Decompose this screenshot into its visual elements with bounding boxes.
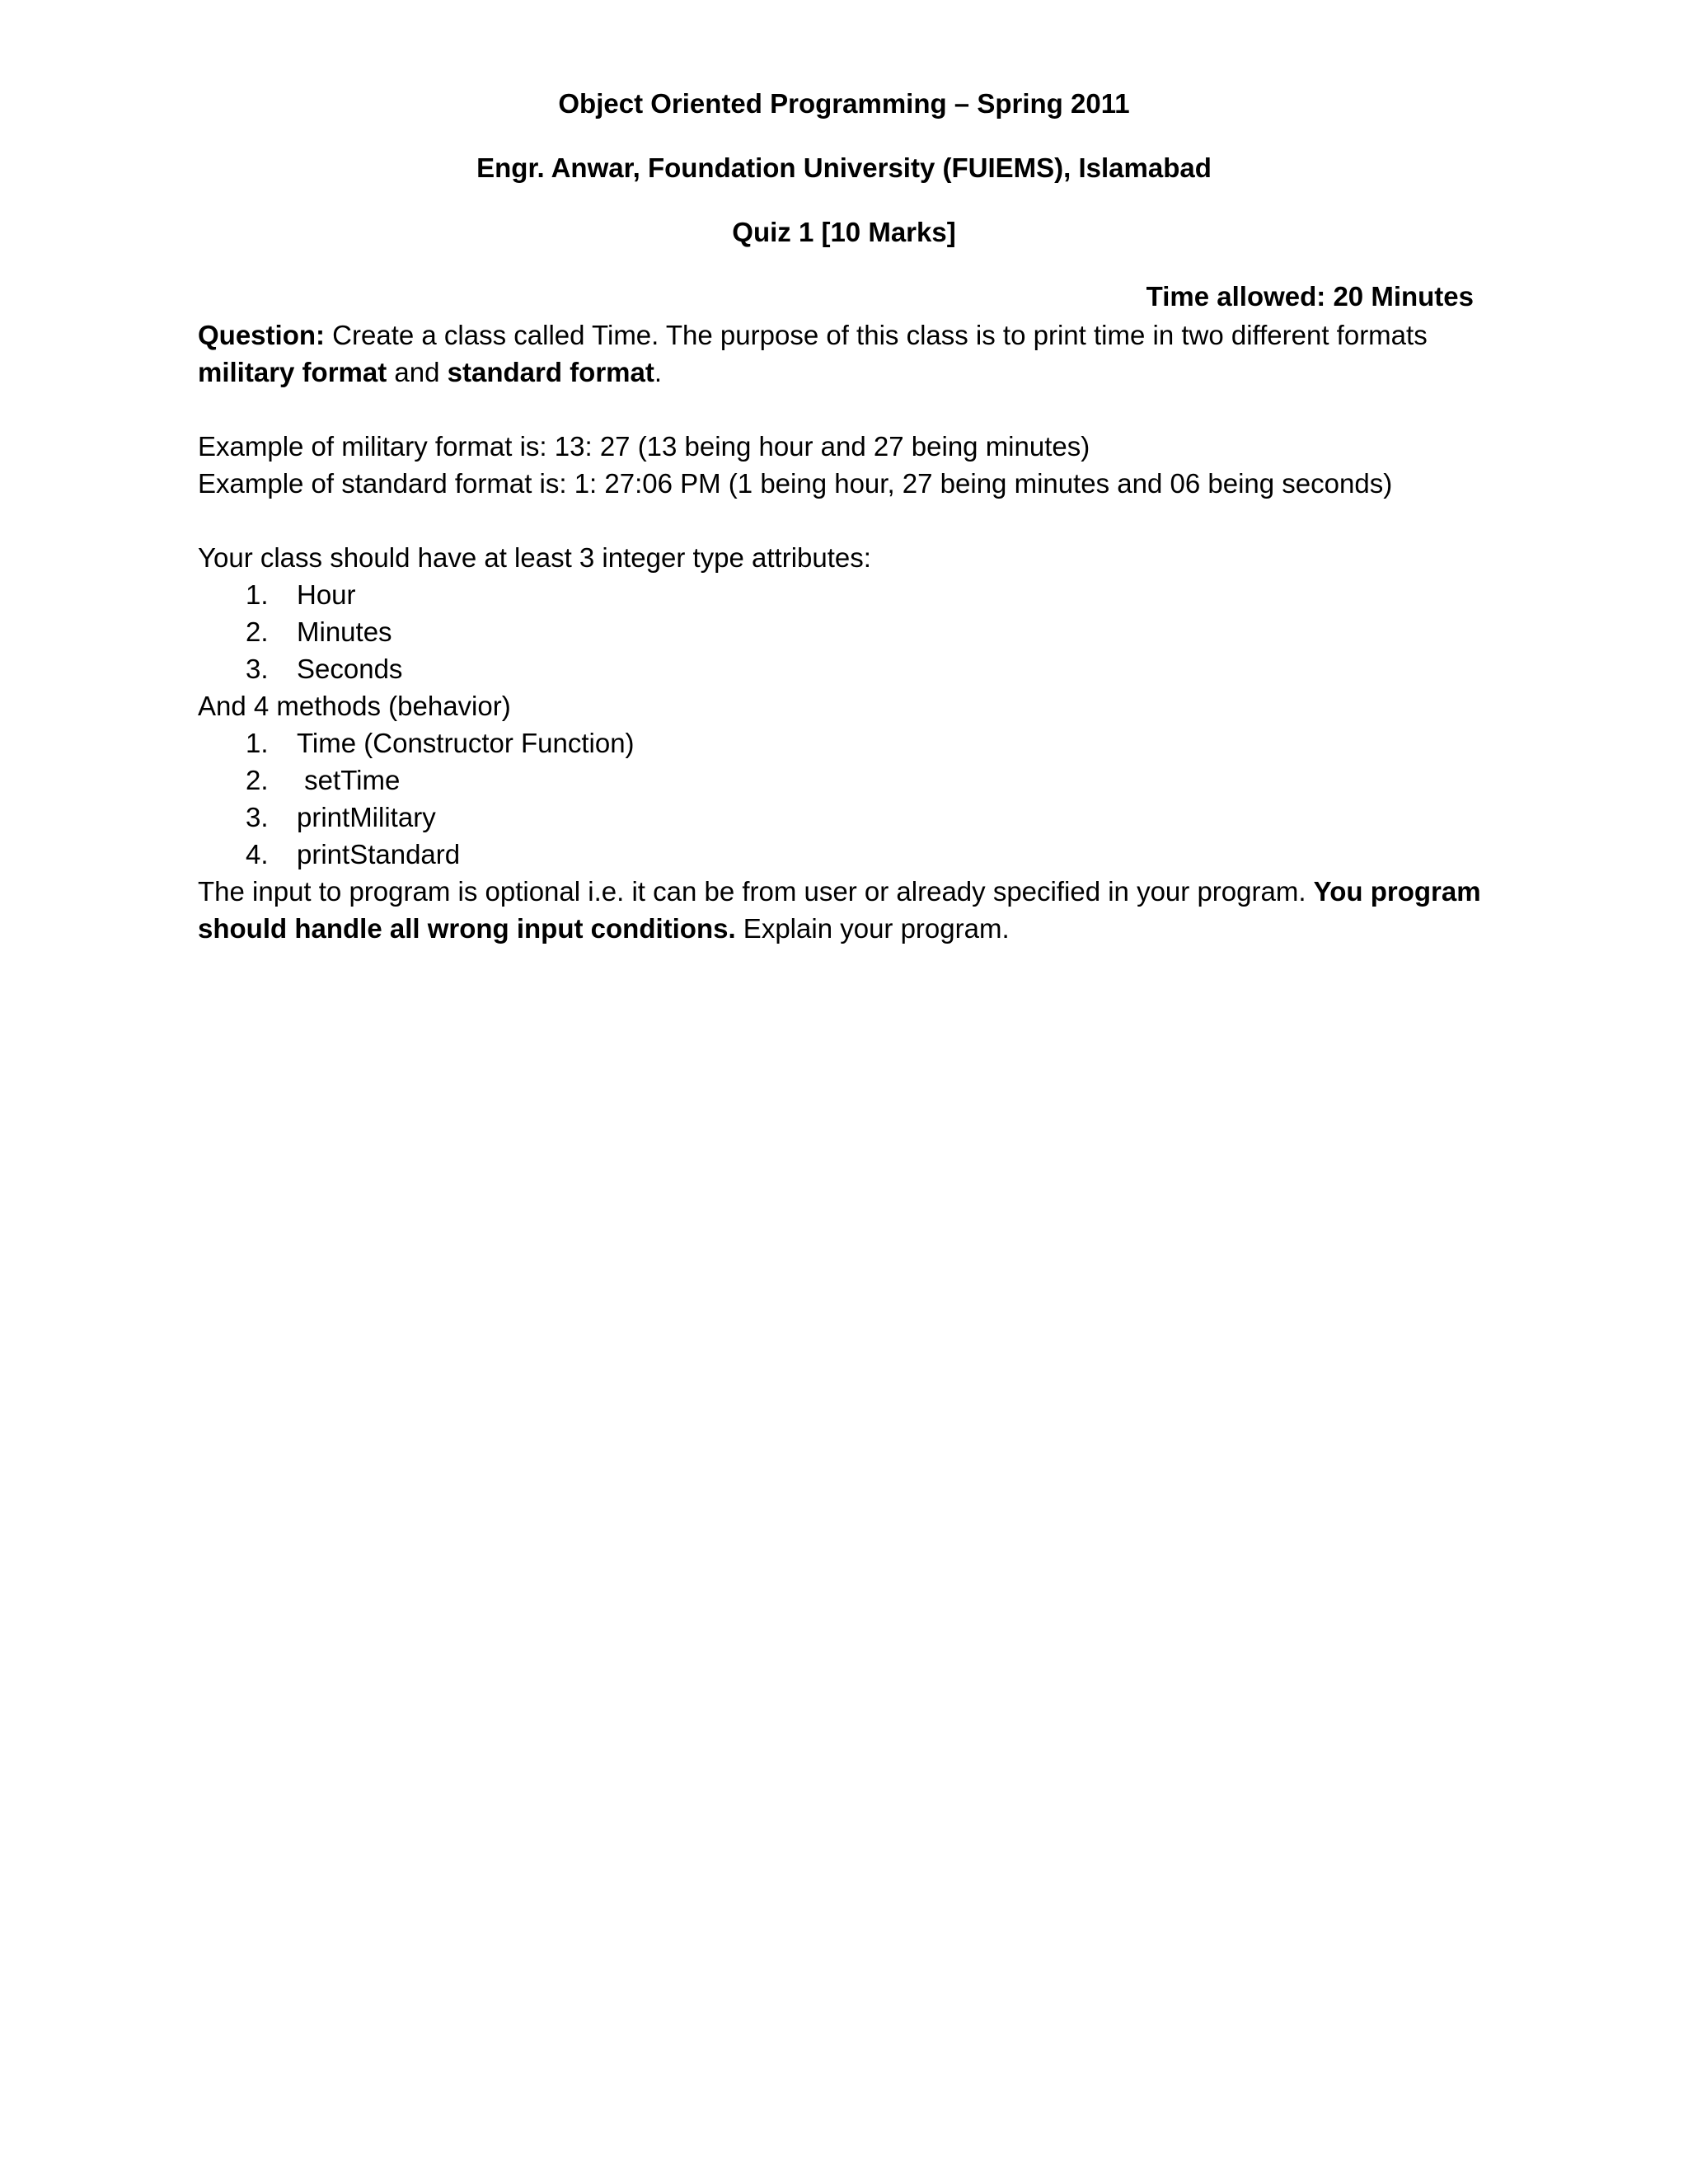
question-label: Question:: [198, 320, 325, 350]
list-number: 3.: [246, 654, 269, 684]
quiz-body: [198, 316, 1484, 947]
list-item: [198, 724, 1484, 762]
list-item: [198, 650, 1484, 687]
methods-list: [198, 724, 1484, 873]
quiz-title: Quiz 1 [10 Marks]: [732, 217, 956, 247]
attribute-label: Seconds: [297, 654, 403, 684]
standard-format-bold: standard format: [447, 357, 654, 387]
closing-explain: Explain your program.: [735, 913, 1010, 944]
time-allowed: Time allowed: 20 Minutes: [1146, 281, 1474, 312]
and-text: and: [387, 357, 448, 387]
attributes-list: [198, 576, 1484, 687]
closing-bold: You program should handle all wrong input conditions.: [198, 876, 1481, 944]
military-example: Example of military format is: 13: 27 (13 being hour and 27 being minutes): [198, 431, 1090, 462]
question-paragraph: [198, 316, 1484, 391]
course-title: Object Oriented Programming – Spring 2011: [558, 88, 1130, 119]
standard-example: Example of standard format is: 1: 27:06 PM (1 being hour, 27 being minutes and 06 being seconds): [198, 468, 1393, 499]
list-item: [198, 762, 1484, 799]
list-number: 3.: [246, 802, 269, 832]
list-number: 1.: [246, 579, 269, 610]
list-item: [198, 799, 1484, 836]
method-label: printMilitary: [297, 802, 436, 832]
question-period: .: [654, 357, 663, 387]
method-label: Time (Constructor Function): [297, 728, 635, 758]
method-label: printStandard: [297, 839, 461, 869]
attribute-label: Minutes: [297, 616, 392, 647]
attribute-label: Hour: [297, 579, 356, 610]
list-number: 4.: [246, 839, 269, 869]
closing-text: The input to program is optional i.e. it can be from user or already specified in your program.: [198, 876, 1314, 907]
instructor-line: Engr. Anwar, Foundation University (FUIEMS), Islamabad: [476, 152, 1212, 183]
military-format-bold: military format: [198, 357, 387, 387]
closing-paragraph: [198, 873, 1484, 947]
list-item: [198, 613, 1484, 650]
list-number: 2.: [246, 765, 269, 795]
attributes-intro: Your class should have at least 3 integer type attributes:: [198, 542, 871, 573]
methods-intro: And 4 methods (behavior): [198, 691, 511, 721]
list-item: [198, 836, 1484, 873]
list-number: 2.: [246, 616, 269, 647]
list-number: 1.: [246, 728, 269, 758]
question-text: Create a class called Time. The purpose of this class is to print time in two different formats: [325, 320, 1428, 350]
list-item: [198, 576, 1484, 613]
method-label: setTime: [297, 765, 401, 795]
